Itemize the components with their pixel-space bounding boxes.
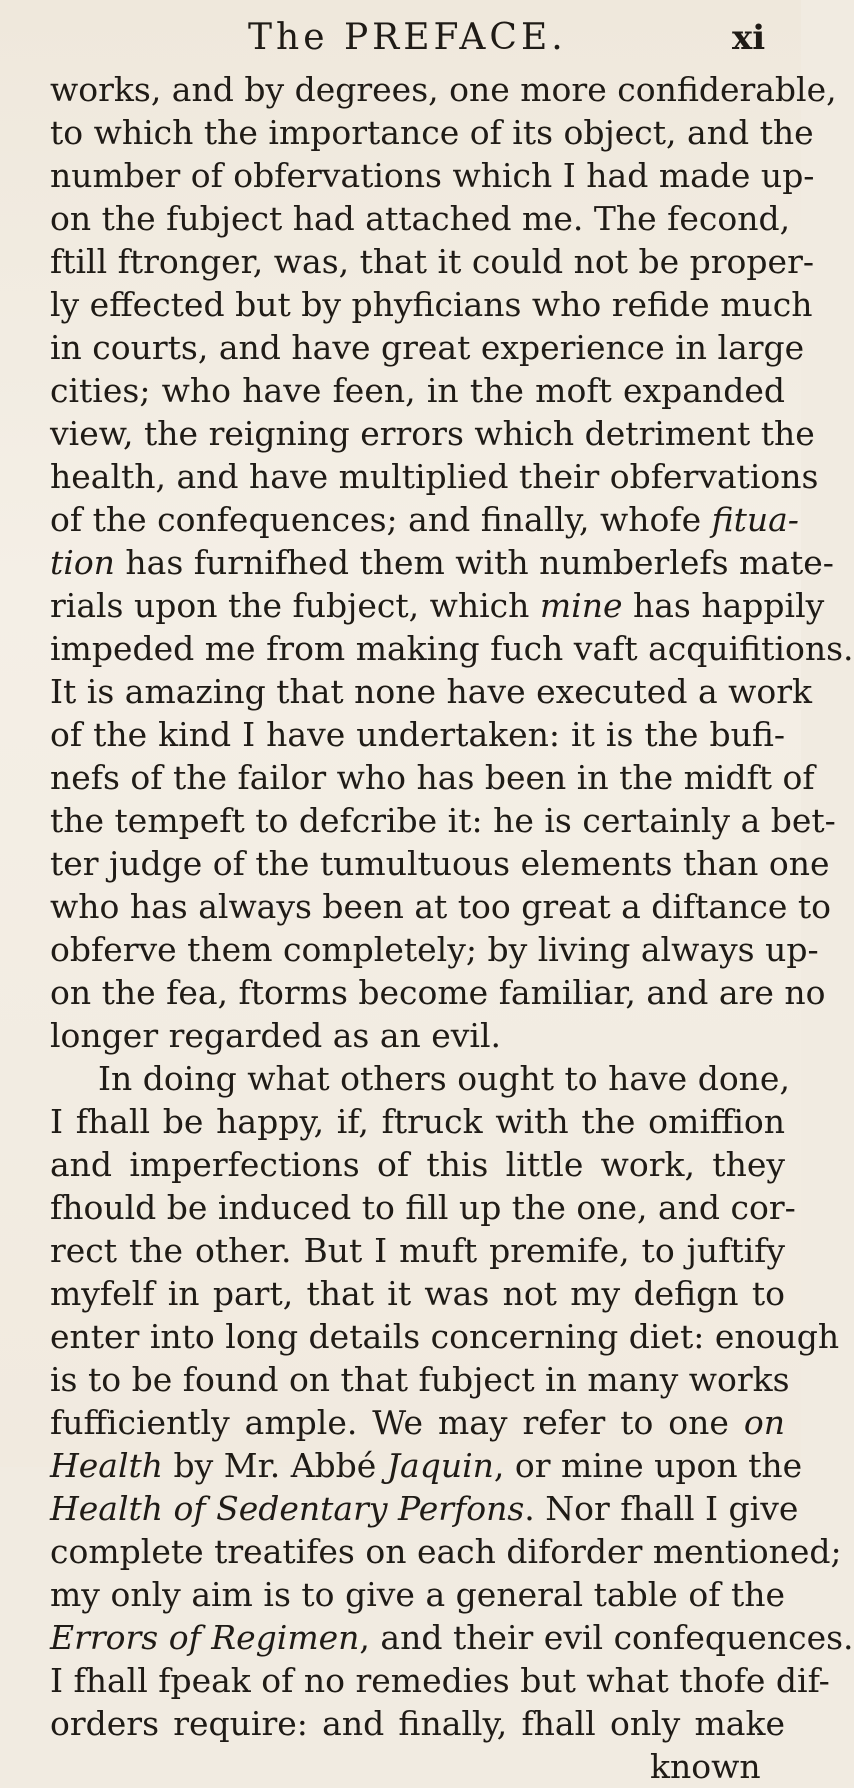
text-line: of the kind I have undertaken: it is the bufi- [50,715,785,754]
text-line: orders require: and finally, fhall only make [50,1704,785,1743]
page-number: xi [732,18,766,58]
body-text [50,68,854,1788]
text-line: enter into long details concerning diet: enough [50,1317,840,1356]
text-line: view, the reigning errors which detriment the [50,414,815,453]
text-line: ftill ftronger, was, that it could not be proper- [50,242,814,281]
text-line-italic: Health by Mr. Abbé Jaquin, or mine upon the [50,1446,803,1485]
text-line: to which the importance of its object, and the [50,113,814,152]
paragraph-start-line: In doing what others ought to have done, [98,1059,790,1098]
text-line: who has always been at too great a diftance to [50,887,831,926]
page-header [0,8,801,68]
text-line: ter judge of the tumultuous elements than one [50,844,830,883]
text-line: complete treatifes on each diforder mentioned; [50,1532,842,1571]
text-line: tion has furnifhed them with numberlefs mate- [50,543,834,582]
text-line: cities; who have feen, in the moft expanded [50,371,785,410]
text-line: fufficiently ample. We may refer to one on [50,1403,785,1442]
text-line: number of obfervations which I had made up- [50,156,815,195]
text-line: longer regarded as an evil. [50,1016,502,1055]
text-line: of the confequences; and finally, whofe fitua- [50,500,799,539]
text-line: obferve them completely; by living always up- [50,930,819,969]
text-line: health, and have multiplied their obfervations [50,457,819,496]
text-line: rials upon the fubject, which mine has happily [50,586,825,625]
text-line-italic: Errors of Regimen, and their evil confequences. [50,1618,854,1657]
text-line: I fhall fpeak of no remedies but what thofe dif- [50,1661,830,1700]
text-line: the tempeft to defcribe it: he is certainly a bet- [50,801,836,840]
text-line: impeded me from making fuch vaft acquifitions. [50,629,854,668]
text-line: I fhall be happy, if, ftruck with the omiffion [50,1102,785,1141]
text-line: It is amazing that none have executed a work [50,672,812,711]
text-line: on the fubject had attached me. The fecond, [50,199,791,238]
running-title: The PREFACE. [248,17,567,58]
text-line-italic: Health of Sedentary Perfons. Nor fhall I give [50,1489,799,1528]
text-line: rect the other. But I muft premife, to juftify [50,1231,785,1270]
catchword: known [650,1747,761,1786]
text-line: works, and by degrees, one more confiderable, [50,70,837,109]
text-line: and imperfections of this little work, they [50,1145,785,1184]
text-line: on the fea, ftorms become familiar, and are no [50,973,826,1012]
text-line: ly effected but by phyficians who refide much [50,285,813,324]
text-line: is to be found on that fubject in many works [50,1360,790,1399]
text-line: nefs of the failor who has been in the midft of [50,758,815,797]
text-line: my only aim is to give a general table of the [50,1575,785,1614]
text-line: in courts, and have great experience in large [50,328,805,367]
text-line: myfelf in part, that it was not my defign to [50,1274,785,1313]
text-line: fhould be induced to fill up the one, and cor- [50,1188,796,1227]
